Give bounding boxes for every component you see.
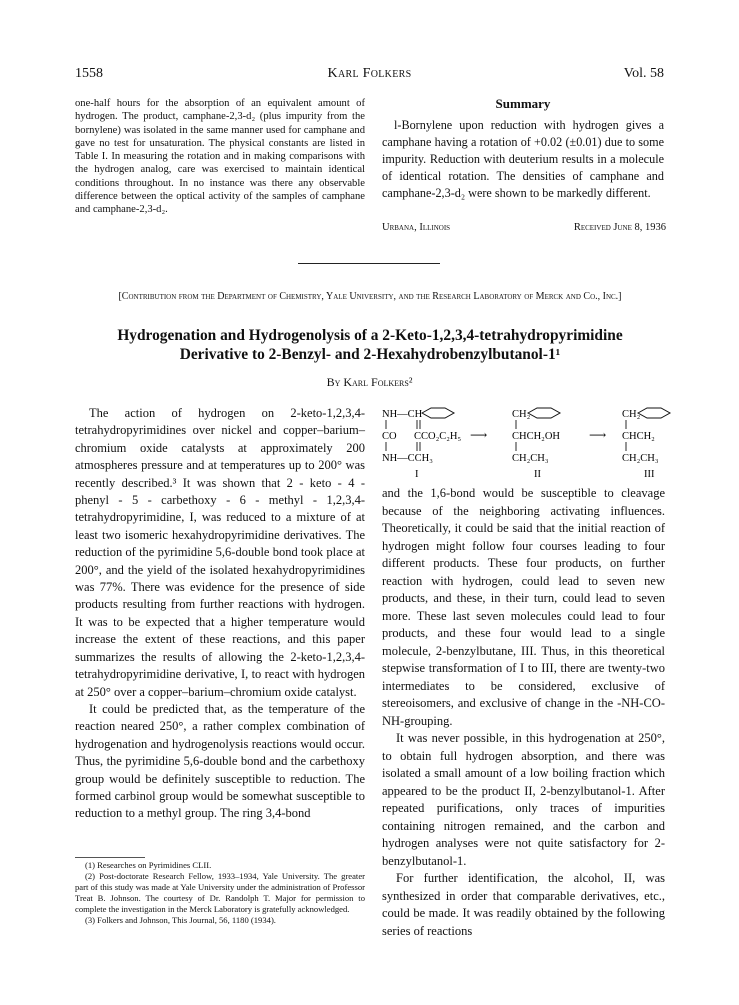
section-divider-rule bbox=[298, 263, 440, 264]
reaction-arrow-2: ⟶ bbox=[589, 428, 607, 442]
right-column bbox=[382, 485, 665, 940]
body-paragraph: It was never possible, in this hydrogenation at 250°, to obtain full hydrogen absorption, and there was isolated a small amount of a low boiling fraction which appeared to be the product II, 2-benzylbutanol-1. After repeated purifications, only traces of impurities containing nitrogen remained, and the carbon and hydrogen analyses were not quite satisfactory for 2-benzylbutanol-1. bbox=[382, 731, 665, 868]
footnote-2: (2) Post-doctorate Research Fellow, 1933–1934, Yale University. The greater part of this study was made at Yale University under the administration of Professor Treat B. Johnson. The courtesy of Dr. Randolph T. Major for permission to complete the investigation in the Merck Laboratory is gratefully acknowledged. bbox=[75, 871, 365, 915]
body-paragraph: and the 1,6-bond would be susceptible to cleavage because of the neighboring activating influences. Theoretically, it could be said that the initial reaction of hydrogen might follow four courses leading to four different products. These four products, on further reaction with hydrogen, could lead to seven new products, and these, in their turn, could lead to seven more. These last seven molecules could lead to four products, and these four would lead to a single molecule, 2-benzylbutane, III. Thus, in this theoretical stepwise transformation of I to III, there are twenty-two intermediates to be considered, exclusive of stereoisomers, and exclusive of change in the -NH-CO-NH-grouping. bbox=[382, 486, 665, 728]
article-title bbox=[75, 326, 665, 364]
footnote-rule bbox=[75, 857, 145, 858]
article-title-line-2: Derivative to 2-Benzyl- and 2-Hexahydrobenzylbutanol-1¹ bbox=[179, 346, 561, 363]
compound-I-line-2: CO bbox=[382, 431, 397, 442]
body-paragraph: It could be predicted that, as the temperature of the reaction neared 250°, a rather complex combination of hydrogenation and hydrogenolysis reactions would occur. Thus, the pyrimidine 5,6-double bond and the carbethoxy group would be definitely susceptible to reduction. The formed carbinol group would be somewhat susceptible to reduction to a methyl group. The ring 3,4-bond bbox=[75, 701, 365, 821]
contribution-note: [Contribution from the Department of Chemistry, Yale University, and the Research Laboratory of Merck and Co., Inc.] bbox=[118, 291, 622, 302]
phenyl-ring-I bbox=[422, 408, 454, 418]
left-column bbox=[75, 405, 365, 823]
compound-II-line-1: CH₂ bbox=[512, 409, 531, 420]
footnote-3: (3) Folkers and Johnson, This Journal, 56, 1180 (1934). bbox=[85, 915, 276, 926]
article-title-line-1: Hydrogenation and Hydrogenolysis of a 2-Keto-1,2,3,4-tetrahydropyrimidine bbox=[117, 327, 623, 344]
summary-received-date: Received June 8, 1936 bbox=[573, 222, 666, 233]
footnotes bbox=[75, 857, 365, 927]
compound-II-numeral: II bbox=[534, 469, 541, 480]
summary-heading: Summary bbox=[495, 96, 551, 111]
phenyl-ring-II bbox=[528, 408, 560, 418]
compound-I-line-2b: CCO₂C₂H₅ bbox=[414, 431, 462, 442]
compound-III-numeral: III bbox=[644, 469, 655, 480]
compound-II-line-2: CHCH₂OH bbox=[512, 431, 560, 442]
compound-II-line-3: CH₂CH₃ bbox=[512, 453, 549, 464]
footnote-1: (1) Researches on Pyrimidines CLII. bbox=[85, 860, 212, 870]
running-head-volume: Vol. 58 bbox=[623, 66, 664, 81]
previous-article-continuation: one-half hours for the absorption of an equivalent amount of hydrogen. The product, camphane-2,3-d₂ (plus impurity from the bornylene) was isolated in the same manner used for camphane and gave no test for unsaturation. The physical constants are listed in Table I. In measuring the rotation and in making comparisons with the hydrogen analog, care was exercised to maintain identical conditions throughout. In no instance was there any observable difference between the optical activity of the samples of camphane and camphane-2,3-d₂. bbox=[75, 98, 365, 216]
compound-I-line-1: NH—CH bbox=[382, 409, 423, 420]
article-byline: By Karl Folkers² bbox=[326, 375, 413, 389]
summary-place: Urbana, Illinois bbox=[382, 222, 451, 233]
running-head-author: Karl Folkers bbox=[327, 66, 412, 81]
reaction-arrow-1: ⟶ bbox=[470, 428, 488, 442]
compound-III-line-3: CH₂CH₃ bbox=[622, 453, 659, 464]
compound-III-line-2: CHCH₂ bbox=[622, 431, 655, 442]
body-paragraph: For further identification, the alcohol, II, was synthesized in order that comparable derivatives, etc., could be made. It was readily obtained by the following series of reactions bbox=[382, 871, 665, 938]
compound-I-numeral: I bbox=[415, 469, 419, 480]
phenyl-ring-III bbox=[638, 408, 670, 418]
summary-text: l-Bornylene upon reduction with hydrogen gives a camphane having a rotation of +0.02 (±0.01) due to some impurity. Reduction with deuterium results in a molecule of identical rotation. The densities of camphane and camphane-2,3-d₂ were shown to be markedly different. bbox=[382, 118, 664, 200]
body-paragraph: The action of hydrogen on 2-keto-1,2,3,4-tetrahydropyrimidines over nickel and copper–barium–chromium oxide catalysts at approximately 200 atmospheres pressure and at temperatures up to 200° was recently described.³ It was shown that 2 - keto - 4 - phenyl - 5 - carbethoxy - 6 - methyl - 1,2,3,4-tetrahydropyrimidine, I, was reduced to a mixture of at least two isomeric hexahydropyrimidine derivatives. The reduction of the pyrimidine 5,6-double bond took place at 200°, and the yield of the isolated hexahydropyrimidines was 77%. There was evidence for the presence of side products resulting from further reactions with hydrogen. It was to be expected that a higher temperature would increase the extent of these reactions, and this paper summarizes the results of allowing the 2-keto-1,2,3,4-tetrahydropyrimidine derivative, I, to react with hydrogen at 250° over a copper–barium–chromium oxide catalyst. bbox=[75, 406, 365, 699]
reaction-scheme bbox=[382, 404, 672, 482]
compound-III-line-1: CH₂ bbox=[622, 409, 641, 420]
page-number: 1558 bbox=[75, 66, 103, 81]
compound-I-line-3: NH—CCH₃ bbox=[382, 453, 433, 464]
